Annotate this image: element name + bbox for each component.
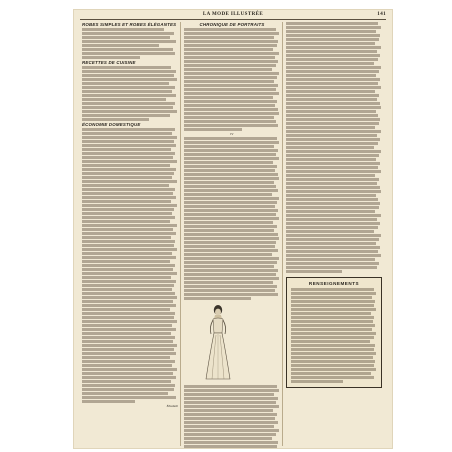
- text-line: [82, 256, 176, 259]
- text-line: [82, 400, 135, 403]
- text-line: [82, 152, 175, 155]
- text-line: [82, 304, 176, 307]
- text-line: [184, 445, 277, 448]
- text-line: [184, 92, 279, 95]
- text-line: [291, 372, 371, 375]
- text-line: [82, 132, 172, 135]
- text-line: [82, 324, 172, 327]
- column-right: [286, 22, 382, 388]
- text-line: [286, 234, 381, 237]
- text-line: [82, 40, 176, 43]
- woman-in-gown-illustration: [198, 303, 238, 381]
- text-line: [82, 78, 177, 81]
- text-line: [291, 348, 374, 351]
- text-line: [82, 336, 175, 339]
- fashion-illustration: [184, 303, 280, 381]
- text-line: [184, 36, 274, 39]
- text-line: [82, 240, 175, 243]
- text-line: [184, 245, 275, 248]
- text-line: [82, 188, 175, 191]
- text-line: [286, 86, 381, 89]
- text-line: [184, 104, 275, 107]
- text-line: [291, 340, 370, 343]
- text-line: [184, 177, 279, 180]
- text-line: [82, 364, 172, 367]
- text-line: [286, 38, 379, 41]
- text-line: [82, 232, 176, 235]
- text-line: [286, 90, 375, 93]
- text-line: [184, 289, 275, 292]
- text-line: [184, 441, 278, 444]
- magazine-page: [74, 10, 392, 448]
- text-line: [286, 62, 374, 65]
- text-line: [286, 182, 377, 185]
- column-left: [82, 22, 178, 410]
- text-line: [82, 32, 174, 35]
- text-line: [286, 246, 380, 249]
- text-line: [82, 156, 173, 159]
- text-line: [82, 184, 169, 187]
- section-heading-chronique: CHRONIQUE DE PORTRAITS: [199, 22, 265, 27]
- text-line: [82, 252, 172, 255]
- text-line: [184, 120, 276, 123]
- text-line: [286, 154, 379, 157]
- text-line: [184, 249, 278, 252]
- text-line: [286, 250, 378, 253]
- text-line: [82, 118, 149, 121]
- text-line: [291, 324, 375, 327]
- text-line: [82, 236, 171, 239]
- text-line: [184, 257, 279, 260]
- text-line: [286, 138, 380, 141]
- text-line: [82, 56, 140, 59]
- text-line: [291, 316, 374, 319]
- text-line: [184, 80, 274, 83]
- renseignements-title: RENSEIGNEMENTS: [308, 281, 360, 286]
- text-line: [286, 54, 380, 57]
- text-line: [184, 60, 278, 63]
- text-line: [286, 142, 378, 145]
- text-line: [82, 136, 177, 139]
- text-line: [82, 260, 170, 263]
- text-line: [286, 186, 380, 189]
- text-line: [286, 102, 380, 105]
- text-line: [82, 396, 176, 399]
- text-line: [82, 228, 173, 231]
- text-line: [82, 320, 177, 323]
- text-line: [286, 66, 381, 69]
- text-line: [82, 128, 175, 131]
- text-line: [184, 116, 274, 119]
- text-line: [82, 200, 171, 203]
- text-line: [184, 425, 274, 428]
- text-line: [286, 106, 381, 109]
- text-line: [82, 66, 171, 69]
- text-line: [291, 304, 374, 307]
- text-line: [82, 224, 177, 227]
- text-line: [82, 264, 175, 267]
- text-line: [184, 124, 278, 127]
- column-center: [184, 22, 280, 448]
- text-line: [286, 94, 379, 97]
- text-line: [82, 52, 175, 55]
- text-line: [82, 144, 176, 147]
- article-text-block: [184, 137, 280, 300]
- text-line: [184, 68, 272, 71]
- text-line: [82, 164, 170, 167]
- text-line: [184, 28, 276, 31]
- text-line: [286, 226, 378, 229]
- text-line: [184, 173, 278, 176]
- text-line: [286, 194, 376, 197]
- text-line: [82, 82, 169, 85]
- text-line: [184, 32, 279, 35]
- text-line: [291, 344, 375, 347]
- text-line: [184, 64, 276, 67]
- text-line: [286, 42, 375, 45]
- text-line: [184, 96, 273, 99]
- text-line: [82, 328, 176, 331]
- text-line: [286, 198, 378, 201]
- article-text-block: [82, 66, 178, 121]
- text-line: [184, 189, 278, 192]
- text-line: [286, 230, 374, 233]
- text-line: [184, 429, 279, 432]
- text-line: [286, 166, 378, 169]
- text-line: [82, 176, 172, 179]
- text-line: [184, 413, 277, 416]
- text-line: [291, 336, 374, 339]
- text-line: [291, 328, 372, 331]
- text-line: [184, 157, 279, 160]
- text-line: [82, 102, 175, 105]
- article-text-block: [286, 22, 382, 273]
- text-line: [184, 185, 276, 188]
- masthead-rule: [80, 19, 386, 20]
- text-line: [184, 40, 278, 43]
- text-line: [184, 56, 275, 59]
- text-line: [184, 161, 273, 164]
- text-line: [82, 348, 174, 351]
- article-text-block: [82, 28, 178, 59]
- text-line: [291, 288, 374, 291]
- text-line: [184, 100, 277, 103]
- text-line: [184, 141, 279, 144]
- text-line: [184, 197, 279, 200]
- text-line: [82, 192, 173, 195]
- text-line: [184, 265, 274, 268]
- column-divider: [282, 22, 283, 446]
- publication-title: LA MODE ILLUSTRÉE: [202, 12, 264, 17]
- text-line: [184, 385, 277, 388]
- text-line: [184, 145, 274, 148]
- text-line: [184, 225, 277, 228]
- text-line: [286, 270, 342, 273]
- text-line: [286, 218, 377, 221]
- text-line: [291, 376, 374, 379]
- section-heading-recettes: RECETTES DE CUISINE: [82, 60, 136, 65]
- text-line: [184, 221, 273, 224]
- text-line: [82, 94, 176, 97]
- text-line: [286, 126, 375, 129]
- text-line: [82, 280, 176, 283]
- text-line: [184, 269, 278, 272]
- text-line: [286, 34, 380, 37]
- text-line: [184, 401, 276, 404]
- text-line: [82, 28, 164, 31]
- text-line: [291, 312, 371, 315]
- text-line: [286, 242, 376, 245]
- text-line: [291, 360, 375, 363]
- text-line: [184, 421, 278, 424]
- text-line: [286, 258, 375, 261]
- text-line: [82, 208, 174, 211]
- text-line: [82, 368, 177, 371]
- text-line: [286, 26, 381, 29]
- text-line: [286, 202, 380, 205]
- text-line: [184, 285, 277, 288]
- text-line: [286, 206, 379, 209]
- text-line: [82, 340, 173, 343]
- text-line: [82, 352, 176, 355]
- text-line: [184, 181, 274, 184]
- text-line: [184, 293, 278, 296]
- text-line: [184, 72, 279, 75]
- text-line: [184, 409, 273, 412]
- text-line: [82, 248, 177, 251]
- text-line: [286, 74, 376, 77]
- text-line: [184, 217, 279, 220]
- text-line: [286, 130, 381, 133]
- text-line: [291, 368, 376, 371]
- text-line: [82, 110, 177, 113]
- text-line: [286, 70, 379, 73]
- column-divider: [180, 22, 181, 446]
- text-line: [82, 160, 177, 163]
- text-line: [82, 300, 173, 303]
- text-line: [286, 238, 379, 241]
- text-line: [82, 392, 168, 395]
- text-line: [184, 209, 278, 212]
- text-line: [286, 46, 381, 49]
- text-line: [286, 254, 381, 257]
- text-line: [286, 78, 380, 81]
- section-heading-robes: ROBES SIMPLES ET ROBES ÉLÉGANTES: [82, 22, 177, 27]
- text-line: [286, 222, 380, 225]
- text-line: [184, 297, 251, 300]
- text-line: [291, 364, 374, 367]
- text-line: [82, 376, 176, 379]
- text-line: [82, 70, 176, 73]
- text-line: [184, 437, 272, 440]
- text-line: [184, 201, 277, 204]
- text-line: [184, 417, 275, 420]
- text-line: [184, 277, 279, 280]
- text-line: [82, 268, 173, 271]
- text-line: [286, 174, 375, 177]
- text-line: [286, 118, 380, 121]
- text-line: [184, 108, 278, 111]
- text-line: [286, 210, 375, 213]
- text-line: [286, 134, 377, 137]
- text-line: [184, 112, 279, 115]
- text-line: [184, 213, 276, 216]
- text-line: [286, 178, 379, 181]
- text-line: [82, 288, 172, 291]
- section-number: IV: [230, 132, 234, 136]
- text-line: [82, 74, 174, 77]
- text-line: [82, 140, 174, 143]
- text-line: [82, 90, 172, 93]
- text-line: [184, 149, 278, 152]
- text-line: [286, 158, 376, 161]
- text-line: [82, 204, 177, 207]
- text-line: [184, 52, 279, 55]
- text-line: [184, 165, 277, 168]
- text-line: [82, 168, 176, 171]
- text-line: [82, 44, 159, 47]
- page-number: 141: [377, 12, 386, 17]
- text-line: [184, 433, 276, 436]
- text-line: [291, 308, 376, 311]
- text-line: [82, 244, 174, 247]
- text-line: [184, 153, 276, 156]
- text-line: [184, 76, 277, 79]
- text-line: [82, 114, 170, 117]
- text-line: [286, 214, 381, 217]
- text-line: [184, 253, 272, 256]
- text-line: [291, 296, 372, 299]
- text-line: [82, 86, 175, 89]
- text-line: [184, 205, 275, 208]
- text-line: [82, 220, 170, 223]
- text-line: [82, 106, 173, 109]
- text-line: [286, 122, 379, 125]
- text-line: [82, 172, 174, 175]
- text-line: [82, 360, 175, 363]
- text-line: [82, 196, 176, 199]
- article-text-block: [184, 385, 280, 448]
- text-line: [82, 344, 177, 347]
- text-line: [286, 82, 378, 85]
- text-line: [291, 356, 373, 359]
- text-line: [82, 284, 174, 287]
- text-line: [184, 128, 242, 131]
- text-line: [184, 241, 276, 244]
- text-line: [184, 237, 279, 240]
- text-line: [286, 50, 377, 53]
- text-line: [82, 216, 175, 219]
- text-line: [184, 193, 272, 196]
- text-line: [82, 380, 171, 383]
- text-line: [184, 88, 276, 91]
- article-text-block: [82, 128, 178, 403]
- text-line: [184, 405, 279, 408]
- text-line: [184, 84, 278, 87]
- text-line: [291, 300, 375, 303]
- text-line: [184, 137, 277, 140]
- article-signature: Élisabeth: [166, 404, 178, 408]
- text-line: [286, 98, 377, 101]
- text-line: [291, 380, 343, 383]
- text-line: [82, 332, 171, 335]
- text-line: [82, 180, 177, 183]
- text-line: [184, 389, 279, 392]
- text-line: [184, 48, 273, 51]
- text-line: [82, 98, 166, 101]
- article-text-block: [184, 28, 280, 131]
- text-line: [286, 58, 378, 61]
- text-line: [82, 372, 173, 375]
- text-line: [286, 162, 380, 165]
- text-line: [82, 312, 175, 315]
- text-line: [184, 261, 277, 264]
- text-line: [82, 308, 170, 311]
- text-line: [286, 262, 379, 265]
- renseignements-box: [286, 277, 382, 388]
- text-line: [184, 169, 275, 172]
- text-line: [184, 229, 274, 232]
- text-line: [184, 233, 278, 236]
- text-line: [286, 190, 381, 193]
- section-heading-economie: ÉCONOMIE DOMESTIQUE: [82, 122, 141, 127]
- text-line: [286, 170, 381, 173]
- box-text-block: [291, 288, 377, 383]
- text-line: [82, 148, 171, 151]
- text-line: [82, 212, 172, 215]
- text-line: [291, 332, 376, 335]
- text-line: [184, 393, 274, 396]
- text-line: [291, 352, 376, 355]
- text-line: [82, 48, 173, 51]
- text-line: [291, 292, 376, 295]
- text-line: [82, 388, 174, 391]
- text-line: [291, 320, 373, 323]
- text-line: [286, 150, 381, 153]
- text-line: [286, 22, 378, 25]
- text-line: [184, 273, 276, 276]
- text-line: [286, 266, 377, 269]
- text-line: [286, 110, 376, 113]
- text-line: [82, 36, 170, 39]
- text-line: [286, 146, 374, 149]
- text-line: [82, 384, 175, 387]
- text-line: [286, 114, 378, 117]
- text-line: [184, 44, 277, 47]
- text-line: [82, 292, 175, 295]
- text-line: [82, 272, 177, 275]
- text-line: [82, 276, 171, 279]
- text-line: [286, 30, 376, 33]
- text-line: [82, 356, 170, 359]
- text-line: [184, 281, 273, 284]
- text-line: [82, 296, 177, 299]
- text-line: [82, 316, 174, 319]
- text-line: [184, 397, 278, 400]
